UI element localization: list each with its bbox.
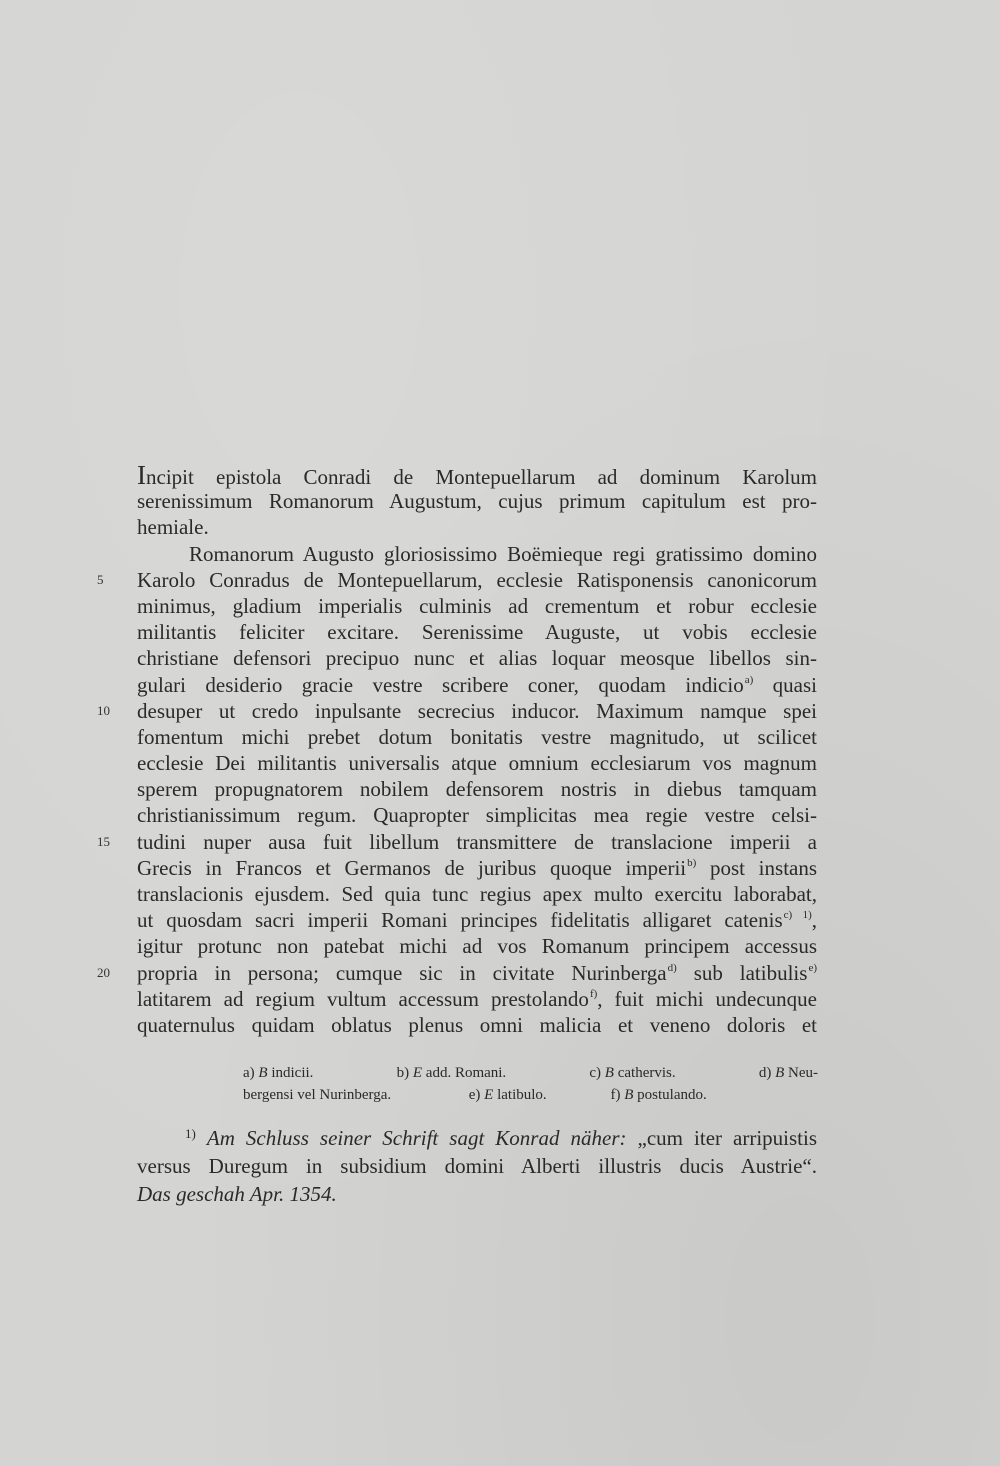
apparatus-entry-a xyxy=(243,1062,313,1084)
text-line-15 xyxy=(97,829,817,855)
text-line: quaternulus quidam oblatus plenus omni malicia et veneno doloris et xyxy=(137,1012,817,1037)
apparatus-siglum: E xyxy=(484,1087,494,1103)
text-line: christianissimum regum. Quapropter simplicitas mea regie vestre celsi- xyxy=(137,803,817,828)
main-text xyxy=(97,460,818,1038)
text-line: fomentum michi prebet dotum bonitatis vestre magnitudo, ut scilicet xyxy=(137,724,817,749)
footnote-quote: „cum iter arripuistis xyxy=(637,1126,818,1150)
text-line: minimus, gladium imperialis culminis ad crementum et robur ecclesie xyxy=(137,593,817,618)
apparatus-text: indicii. xyxy=(271,1065,314,1081)
footnote-ref-e: e) xyxy=(808,961,817,974)
text-line: sperem propugnatorem nobilem defensorem nostris in diebus tamquam xyxy=(137,777,817,802)
text-line: christiane defensori precipuo nunc et alias loquar meosque libellos sin- xyxy=(137,646,817,671)
footnote-marker: 1) xyxy=(185,1126,196,1141)
apparatus-entry-d-cont xyxy=(243,1084,465,1106)
text-line xyxy=(137,855,817,881)
apparatus-siglum: B xyxy=(258,1065,268,1081)
footnote xyxy=(137,1124,817,1208)
line-number: 20 xyxy=(97,964,110,980)
footnote-ref-c: c) 1) xyxy=(783,909,812,922)
apparatus-entry-c xyxy=(589,1062,675,1084)
line-text: desuper ut credo inpulsante secrecius inducor. Maximum namque spei xyxy=(137,698,817,723)
apparatus-line-1 xyxy=(243,1062,818,1084)
text-line-title xyxy=(137,462,817,488)
line-text: Grecis in Francos et Germanos de juribus quoque imperii xyxy=(137,855,687,880)
text-line: militantis feliciter excitare. Serenissime Auguste, ut vobis ecclesie xyxy=(137,620,817,645)
footnote-ref-a: a) xyxy=(744,673,754,686)
apparatus-entry-b xyxy=(397,1062,507,1084)
line-text: latitarem ad regium vultum accessum prestolando xyxy=(137,986,589,1011)
text-line xyxy=(137,672,817,698)
line-number: 10 xyxy=(97,702,110,718)
text-line-5 xyxy=(97,567,817,593)
line-text: Karolo Conradus de Montepuellarum, ecclesie Ratisponensis canonicorum xyxy=(137,567,817,592)
apparatus-text: bergensi vel Nurinberga. xyxy=(243,1087,392,1103)
footnote-line-3 xyxy=(137,1180,817,1208)
apparatus-label: d) xyxy=(758,1065,772,1081)
apparatus-entry-d xyxy=(759,1062,818,1084)
apparatus-siglum: B xyxy=(624,1087,634,1103)
apparatus-text: Neu- xyxy=(787,1065,818,1081)
line-text: gulari desiderio gracie vestre scribere coner, quodam indicio xyxy=(137,672,744,697)
text-line: ecclesie Dei militantis universalis atque omnium ecclesiarum vos magnum xyxy=(137,751,817,776)
text-line: translacionis ejusdem. Sed quia tunc regius apex multo exercitu laborabat, xyxy=(137,882,817,906)
apparatus-entry-e xyxy=(469,1084,607,1106)
line-number: 15 xyxy=(97,833,110,849)
line-text: tudini nuper ausa fuit libellum transmittere de translacione imperii a xyxy=(137,829,817,854)
critical-apparatus xyxy=(243,1062,818,1106)
line-text: propria in persona; cumque sic in civitate Nurinberga xyxy=(137,960,667,985)
apparatus-siglum: B xyxy=(604,1065,614,1081)
apparatus-label: c) xyxy=(589,1065,602,1081)
line-text-mid: sub latibulis xyxy=(693,960,808,985)
line-text: ut quosdam sacri imperii Romani principes fidelitatis alligaret catenis xyxy=(137,908,783,933)
line-text-tail: , xyxy=(811,908,817,933)
text-line-10 xyxy=(97,698,817,724)
footnote-line-1 xyxy=(137,1124,817,1152)
apparatus-text: latibulo. xyxy=(497,1087,547,1103)
apparatus-label: b) xyxy=(396,1065,410,1081)
footnote-line-2: versus Duregum in subsidium domini Alberti illustris ducis Austrie“. xyxy=(137,1154,817,1178)
text-line: igitur protunc non patebat michi ad vos Romanum principem accessus xyxy=(137,934,817,959)
apparatus-text: postulando. xyxy=(637,1087,707,1103)
line-text-tail: , fuit michi undecunque xyxy=(597,986,817,1011)
text-line: serenissimum Romanorum Augustum, cujus primum capitulum est pro- xyxy=(137,489,817,514)
footnote-ref-f: f) xyxy=(589,987,598,1000)
apparatus-line-2 xyxy=(243,1084,818,1106)
text-line: Romanorum Augusto gloriosissimo Boëmieque regi gratissimo domino xyxy=(189,541,817,566)
text-line: hemiale. xyxy=(137,515,209,540)
apparatus-text: add. Romani. xyxy=(425,1065,507,1081)
line-number: 5 xyxy=(97,571,104,587)
apparatus-label: e) xyxy=(468,1087,481,1103)
footnote-ref-b: b) xyxy=(687,856,697,869)
footnote-date: Das geschah Apr. 1354. xyxy=(137,1182,337,1206)
apparatus-label: f) xyxy=(610,1087,621,1103)
apparatus-siglum: B xyxy=(775,1065,785,1081)
footnote-intro: Am Schluss seiner Schrift sagt Konrad näher: xyxy=(206,1126,627,1150)
text-line xyxy=(137,907,817,933)
apparatus-text: cathervis. xyxy=(617,1065,676,1081)
text-line-20 xyxy=(97,960,817,986)
line-text-tail: quasi xyxy=(772,672,817,697)
apparatus-siglum: E xyxy=(412,1065,423,1081)
line-text-tail: post instans xyxy=(710,855,818,880)
footnote-ref-d: d) xyxy=(667,961,677,974)
title-text: ncipit epistola Conradi de Montepuellarum ad dominum Karolum xyxy=(146,465,817,489)
initial-letter: I xyxy=(137,460,146,490)
apparatus-label: a) xyxy=(243,1065,255,1081)
text-line xyxy=(137,986,817,1012)
apparatus-entry-f xyxy=(611,1084,707,1106)
